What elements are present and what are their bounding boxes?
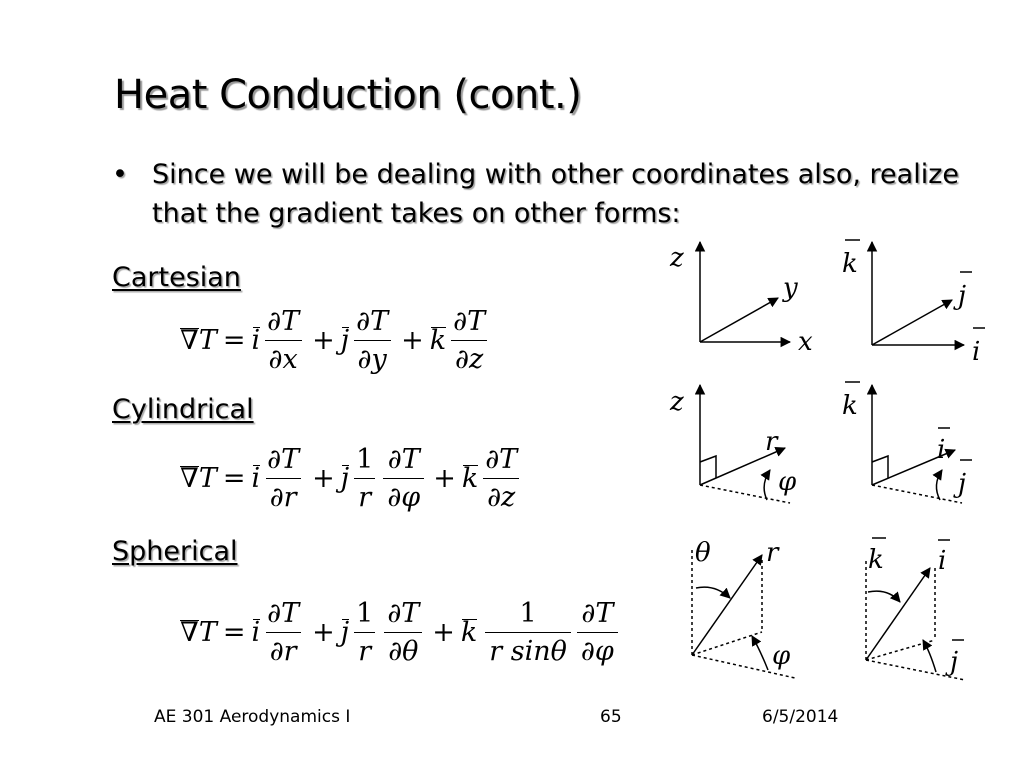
section-label-cylindrical: Cylindrical	[112, 394, 254, 425]
unit-vector-k: k	[461, 463, 479, 494]
unit-vector-k: k	[460, 617, 478, 648]
unit-vector-j: j	[340, 617, 350, 648]
frac-den: ∂z	[451, 340, 487, 375]
eq-T: T	[198, 617, 217, 648]
phi-arc	[764, 470, 770, 500]
frac-den: ∂φ	[577, 632, 618, 667]
cart-j-vector	[872, 300, 952, 345]
label-z: z	[670, 387, 684, 417]
eq-plus: +	[432, 617, 455, 648]
frac-num: ∂T	[267, 306, 300, 337]
eq-plus: +	[312, 463, 335, 494]
label-z: z	[670, 243, 684, 273]
label-i: i	[972, 337, 981, 367]
frac-num: ∂T	[356, 306, 389, 337]
unit-vector-i: i	[251, 325, 261, 356]
cartesian-axes-diagram	[700, 242, 790, 342]
frac-num: 1	[356, 444, 374, 475]
frac-den: r	[354, 478, 375, 513]
label-phi: φ	[778, 467, 797, 497]
nabla-symbol: ∇	[180, 463, 199, 494]
frac-den: ∂r	[266, 632, 301, 667]
frac-den: r	[354, 632, 375, 667]
theta-arc	[696, 587, 730, 598]
eq-equals: =	[222, 617, 246, 648]
sph-r-vector	[692, 555, 762, 655]
nabla-symbol: ∇	[180, 325, 199, 356]
frac-den: ∂z	[483, 478, 519, 513]
bullet-dot: •	[112, 159, 128, 190]
nabla-symbol: ∇	[180, 617, 199, 648]
frac-num: ∂T	[387, 598, 420, 629]
footer-page-number: 65	[600, 707, 622, 727]
cyl-dashed-base	[700, 485, 790, 503]
label-k: k	[842, 391, 858, 421]
section-label-cartesian: Cartesian	[112, 262, 241, 293]
footer-course: AE 301 Aerodynamics I	[154, 707, 351, 727]
k-arc	[868, 591, 900, 602]
unit-vector-k: k	[429, 325, 447, 356]
j-arc	[923, 640, 936, 672]
eq-T: T	[198, 463, 217, 494]
frac-den: ∂θ	[384, 632, 422, 667]
unit-vector-i: i	[251, 617, 261, 648]
label-i: i	[937, 435, 946, 465]
frac-num: ∂T	[387, 444, 420, 475]
unit-vector-j: j	[340, 325, 350, 356]
label-phi: φ	[772, 641, 791, 671]
label-k: k	[868, 545, 884, 575]
label-r: r	[766, 538, 779, 568]
phi-arc	[752, 636, 768, 670]
eq-equals: =	[222, 463, 246, 494]
eq-plus: +	[401, 325, 424, 356]
frac-num: ∂T	[581, 598, 614, 629]
right-angle-marker	[872, 456, 888, 478]
label-y: y	[783, 273, 798, 303]
cart-y-axis	[700, 298, 778, 342]
sph-base-dashed	[692, 632, 762, 655]
frac-num: 1	[519, 598, 537, 629]
frac-den: ∂φ	[383, 478, 424, 513]
label-r: r	[765, 427, 778, 457]
frac-num: ∂T	[453, 306, 486, 337]
label-i: i	[938, 546, 947, 576]
eq-plus: +	[433, 463, 456, 494]
bullet-text: Since we will be dealing with other coordinates also, realize that the gradient takes on other forms:	[152, 159, 959, 229]
cylindrical-unit-vectors-diagram	[845, 382, 972, 503]
cyl-dashed-base	[872, 485, 962, 503]
unit-vector-i: i	[251, 463, 261, 494]
label-j: j	[950, 647, 959, 677]
eq-plus: +	[312, 617, 335, 648]
frac-den: r sinθ	[485, 632, 571, 667]
frac-num: ∂T	[267, 598, 300, 629]
section-label-spherical: Spherical	[112, 536, 238, 567]
label-k: k	[842, 249, 858, 279]
label-j: j	[958, 281, 967, 311]
frac-num: 1	[356, 598, 374, 629]
j-arc	[936, 470, 942, 500]
eq-equals: =	[222, 325, 246, 356]
frac-den: ∂x	[265, 340, 302, 375]
sph-i-vector	[866, 568, 930, 660]
label-j: j	[958, 469, 967, 499]
frac-den: ∂y	[354, 340, 391, 375]
slide-title: Heat Conduction (cont.)	[114, 72, 582, 118]
eq-T: T	[198, 325, 217, 356]
label-theta: θ	[695, 538, 711, 568]
footer-date: 6/5/2014	[762, 707, 839, 727]
frac-den: ∂r	[266, 478, 301, 513]
frac-num: ∂T	[485, 444, 518, 475]
eq-plus: +	[312, 325, 335, 356]
unit-vector-j: j	[340, 463, 350, 494]
label-x: x	[798, 327, 813, 357]
frac-num: ∂T	[267, 444, 300, 475]
right-angle-marker	[700, 456, 716, 478]
